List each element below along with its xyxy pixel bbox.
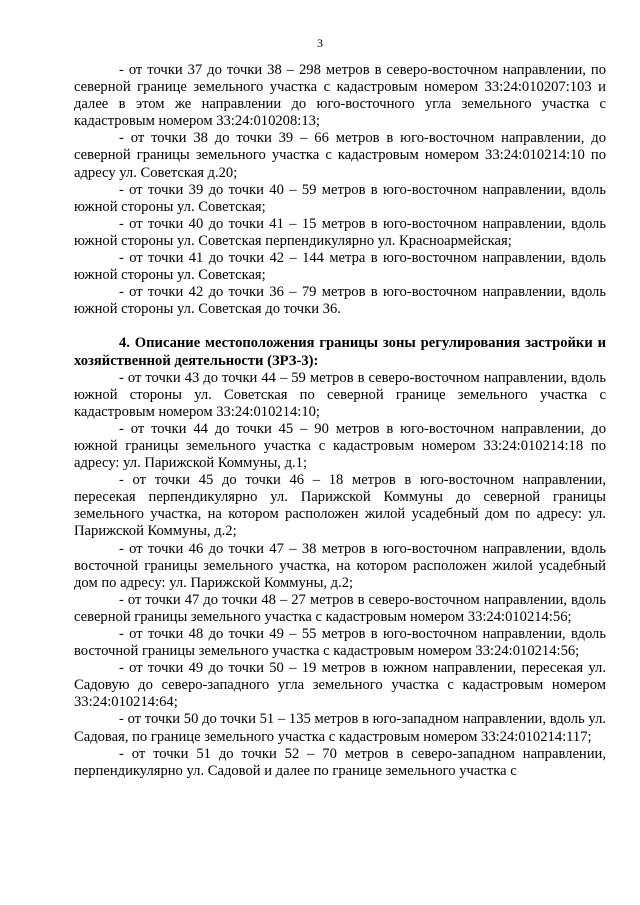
section4-item: - от точки 44 до точки 45 – 90 метров в юго-восточном направлении, до южной границы земельного участка с кадастровым номером 33:24:010214:18 по адресу: ул. Парижской Коммуны, д.1; [74, 420, 606, 472]
section1-item: - от точки 40 до точки 41 – 15 метров в юго-восточном направлении, вдоль южной стороны ул. Советская перпендикулярно ул. Красноармейская; [74, 215, 606, 249]
section1-item: - от точки 37 до точки 38 – 298 метров в северо-восточном направлении, по северной границе земельного участка с кадастровым номером 33:24:010207:103 и далее в этом же направлении до юго-восточного угла земельного участка с кадастровым номером 33:24:010208:13; [74, 62, 606, 130]
section4-item: - от точки 46 до точки 47 – 38 метров в юго-восточном направлении, вдоль восточной границы земельного участка, на котором расположен жилой усадебный дом по адресу: ул. Парижской Коммуны, д.2; [74, 540, 606, 591]
section4-item: - от точки 50 до точки 51 – 135 метров в юго-западном направлении, вдоль ул. Садовая, по границе земельного участка с кадастровым номером 33:24:010214:117; [74, 711, 606, 745]
document-body [74, 62, 606, 780]
section4-item: - от точки 48 до точки 49 – 55 метров в юго-восточном направлении, вдоль восточной границы земельного участка с кадастровым номером 33:24:010214:56; [74, 626, 606, 660]
section4-heading: 4. Описание местоположения границы зоны регулирования застройки и хозяйственной деятельности (ЗРЗ-3): [74, 335, 606, 369]
section1-item: - от точки 39 до точки 40 – 59 метров в юго-восточном направлении, вдоль южной стороны ул. Советская; [74, 181, 606, 215]
page-number: 3 [317, 36, 323, 50]
section4-item: - от точки 51 до точки 52 – 70 метров в северо-западном направлении, перпендикулярно ул. Садовой и далее по границе земельного участка с [74, 745, 606, 779]
section4-item: - от точки 43 до точки 44 – 59 метров в северо-восточном направлении, вдоль южной стороны ул. Советская по северной границе земельного участка с кадастровым номером 33:24:010214:10; [74, 369, 606, 420]
section4-item: - от точки 49 до точки 50 – 19 метров в южном направлении, пересекая ул. Садовую до северо-западного угла земельного участка с кадастровым номером 33:24:010214:64; [74, 660, 606, 711]
section1-item: - от точки 41 до точки 42 – 144 метра в юго-восточном направлении, вдоль южной стороны ул. Советская; [74, 250, 606, 284]
section4-item: - от точки 47 до точки 48 – 27 метров в северо-восточном направлении, вдоль северной границы земельного участка с кадастровым номером 33:24:010214:56; [74, 591, 606, 625]
section1-item: - от точки 38 до точки 39 – 66 метров в юго-восточном направлении, до северной границы земельного участка с кадастровым номером 33:24:010214:10 по адресу ул. Советская д.20; [74, 130, 606, 181]
section1-item: - от точки 42 до точки 36 – 79 метров в юго-восточном направлении, вдоль южной стороны ул. Советская до точки 36. [74, 284, 606, 318]
section4-item: - от точки 45 до точки 46 – 18 метров в юго-восточном направлении, пересекая перпендикулярно ул. Парижской Коммуны до северной границы земельного участка, на котором расположен жилой усадебный дом по адресу: ул. Парижской Коммуны, д.2; [74, 472, 606, 540]
